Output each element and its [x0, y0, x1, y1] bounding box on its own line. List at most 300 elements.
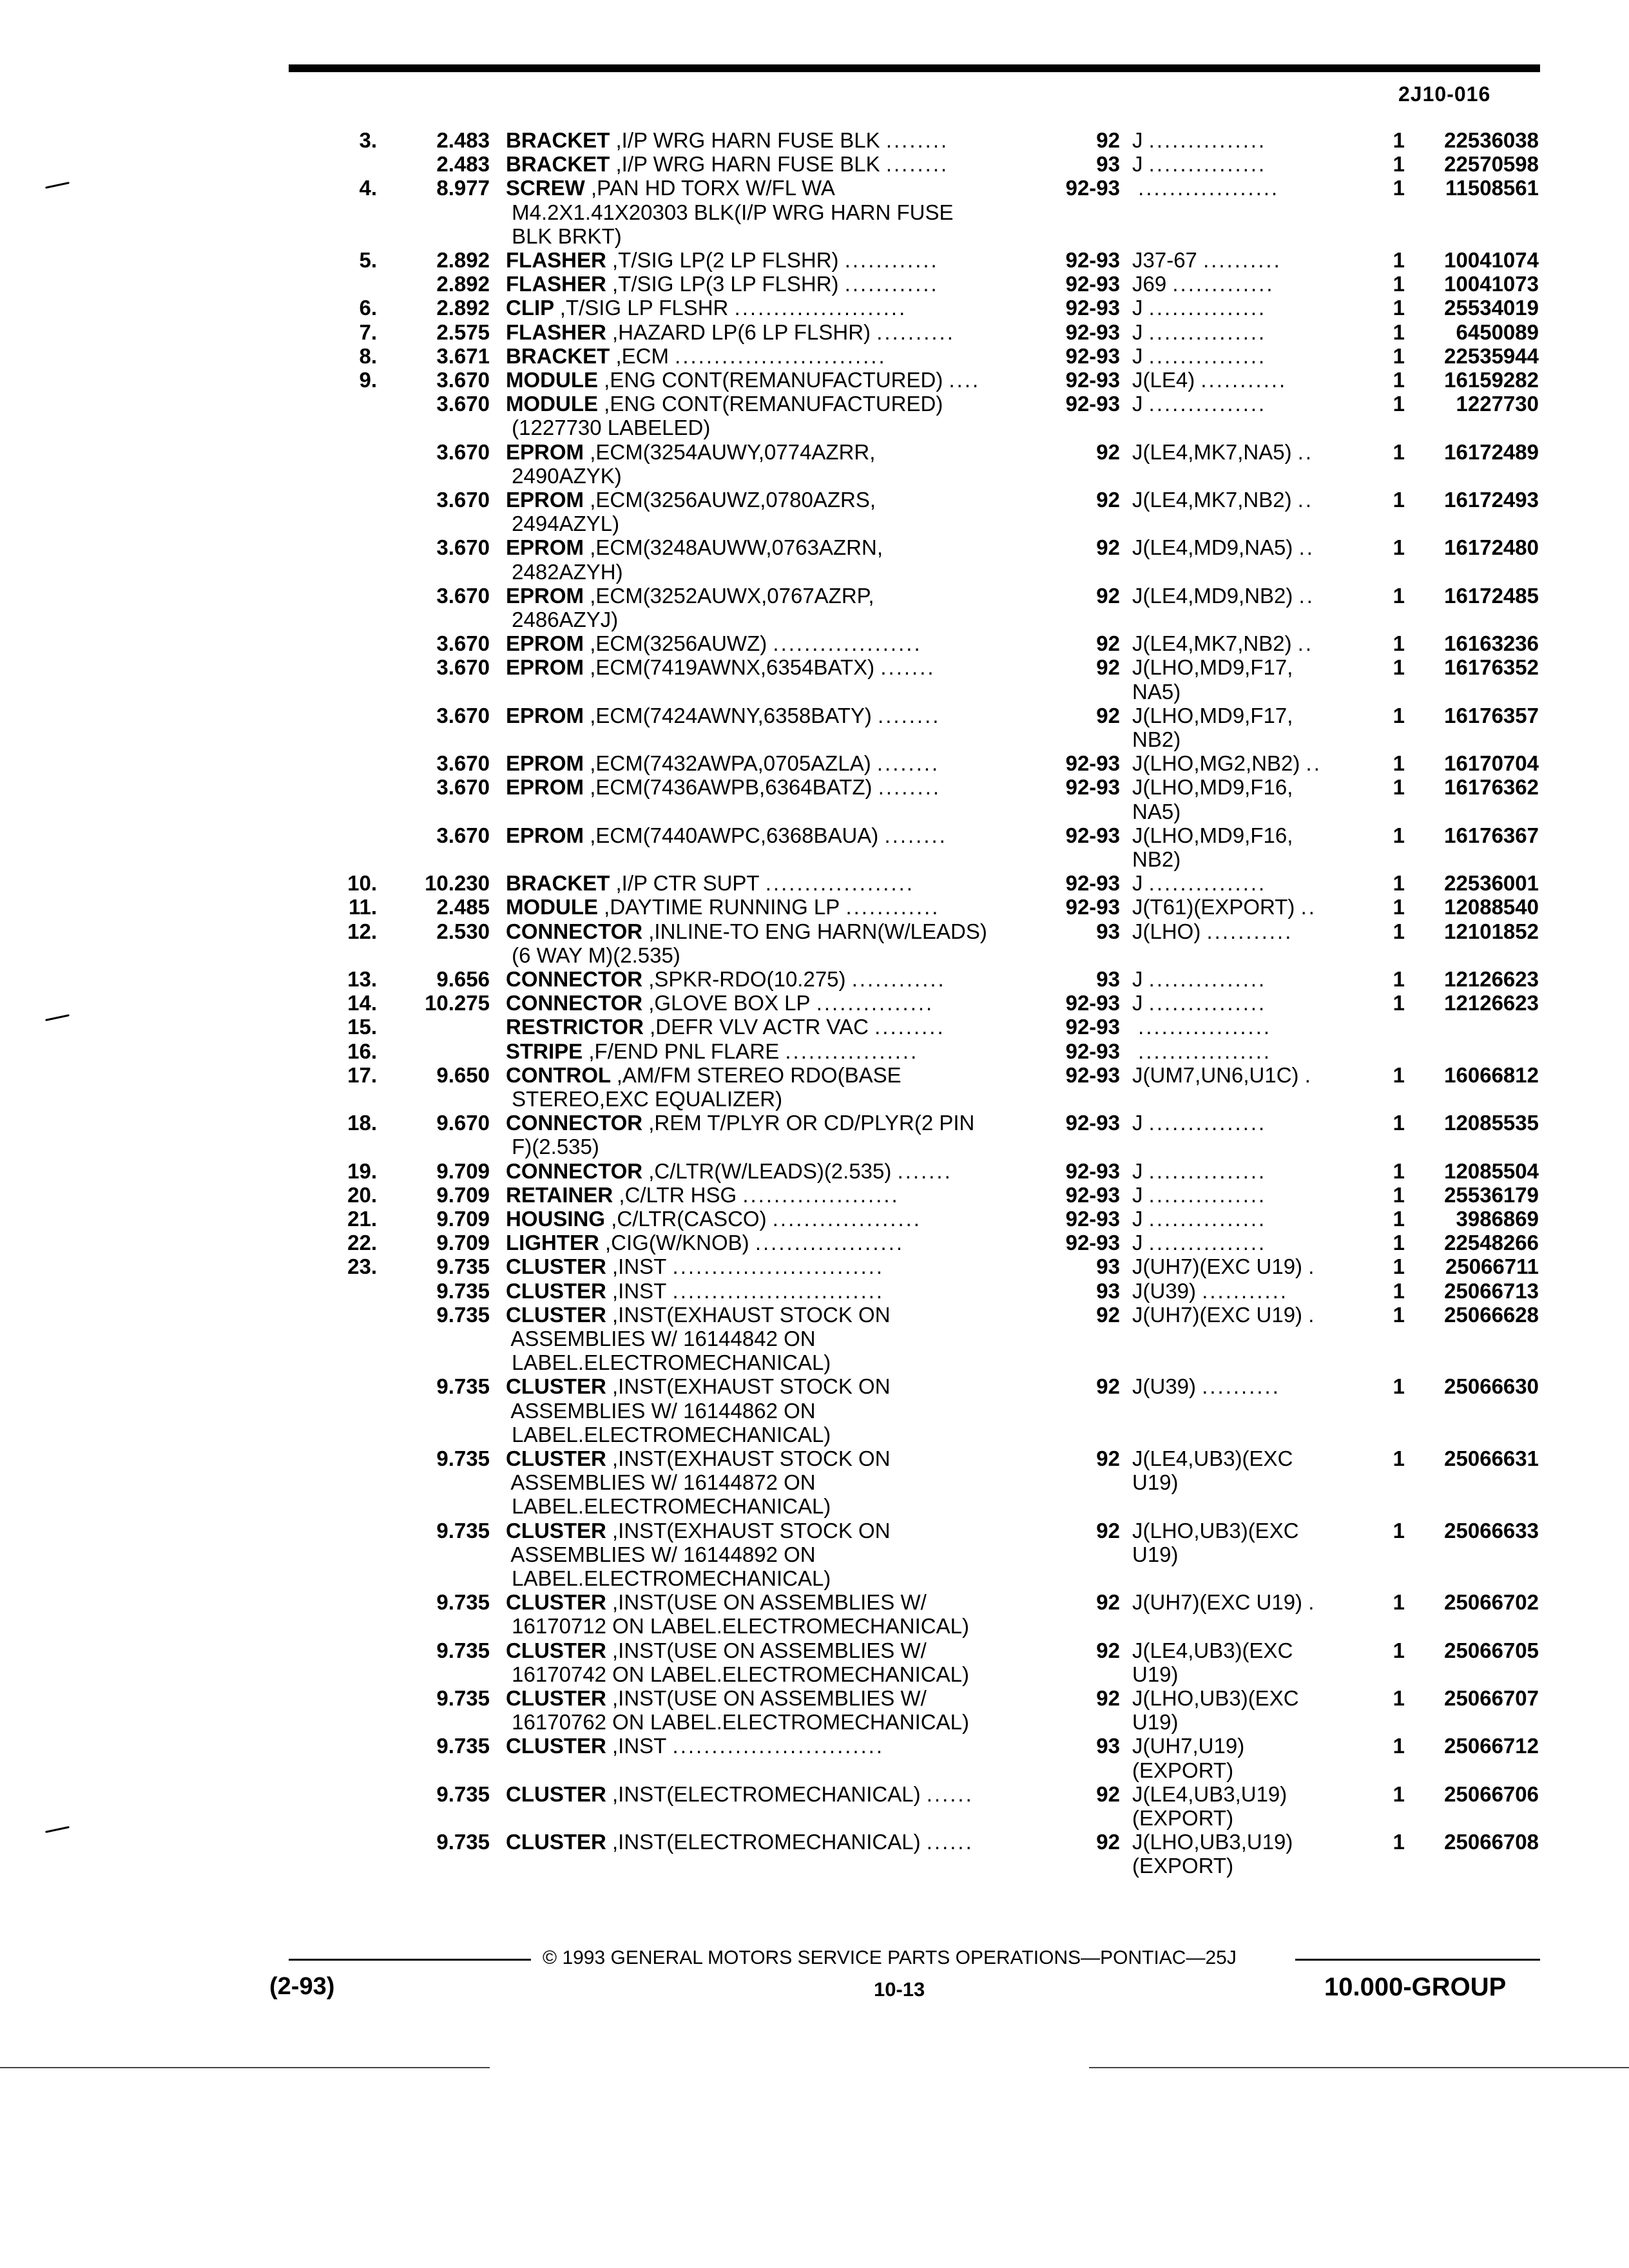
part-description: 16170762 ON LABEL.ELECTROMECHANICAL) [512, 1711, 969, 1735]
series-value: J [1132, 1159, 1143, 1183]
part-name: EPROM [506, 823, 584, 847]
leader-dots: ............... [1148, 872, 1267, 896]
part-name: SCREW [506, 177, 585, 200]
part-name: CLUSTER [506, 1519, 606, 1542]
part-number: 12085504 [1444, 1158, 1539, 1183]
part-description: ,INST(EXHAUST STOCK ON [612, 1447, 891, 1470]
part-number: 12085535 [1444, 1111, 1539, 1135]
description [506, 1519, 1034, 1542]
part-description: ,ENG CONT(REMANUFACTURED) [604, 392, 943, 416]
description [506, 704, 1034, 727]
ref-number: 21. [347, 1207, 377, 1231]
part-description: ,T/SIG LP(2 LP FLSHR) [612, 249, 839, 272]
quantity: 1 [1393, 176, 1405, 200]
series [1132, 1207, 1351, 1231]
part-name: FLASHER [506, 273, 606, 296]
part-description: ,INST(ELECTROMECHANICAL) [612, 1782, 921, 1806]
description [506, 992, 1034, 1015]
part-name: MODULE [506, 369, 598, 392]
series-value: J [1132, 1231, 1143, 1255]
group-number: 3.670 [436, 751, 490, 776]
footer-group: 10.000-GROUP [1324, 1973, 1507, 2001]
series [1132, 488, 1351, 512]
part-name: CLUSTER [506, 1639, 606, 1662]
model-year: 92 [1096, 1590, 1120, 1615]
part-name: EPROM [506, 632, 584, 656]
quantity: 1 [1393, 535, 1405, 560]
group-number: 9.735 [436, 1734, 490, 1758]
model-year: 92 [1096, 631, 1120, 656]
part-row [0, 632, 1629, 655]
part-number: 16172489 [1444, 439, 1539, 464]
group-number: 9.735 [436, 1278, 490, 1303]
leader-dots: .......... [1202, 1375, 1280, 1399]
model-year: 92-93 [1065, 272, 1120, 296]
description [506, 776, 1034, 799]
part-name: CLUSTER [506, 1782, 606, 1806]
part-number: 25066713 [1444, 1278, 1539, 1303]
part-row [0, 944, 1629, 967]
description [506, 848, 1034, 871]
group-number: 9.735 [436, 1590, 490, 1615]
model-year: 92-93 [1065, 392, 1120, 416]
description [506, 1375, 1034, 1398]
series [1132, 345, 1351, 368]
part-row [0, 680, 1629, 704]
part-row [0, 1615, 1629, 1638]
quantity: 1 [1393, 1254, 1405, 1279]
series-value: J(LHO,MG2,NB2) [1132, 752, 1300, 776]
description [506, 872, 1034, 895]
model-year: 92-93 [1065, 775, 1120, 800]
part-row [0, 1543, 1629, 1566]
part-row [0, 512, 1629, 535]
model-year: 92 [1096, 1638, 1120, 1662]
leader-dots: .... [949, 369, 981, 392]
description [506, 1783, 1034, 1806]
part-row [0, 1303, 1629, 1327]
leader-dots: ........ [885, 153, 949, 177]
group-number: 9.709 [436, 1207, 490, 1231]
leader-dots: ................... [772, 1207, 921, 1231]
part-number: 16176367 [1444, 823, 1539, 847]
model-year: 92 [1096, 439, 1120, 464]
description [506, 1111, 1034, 1135]
part-description: ,T/SIG LP FLSHR [559, 296, 729, 320]
model-year: 92-93 [1065, 248, 1120, 272]
part-description: ,ECM(3256AUWZ) [590, 632, 767, 656]
description [506, 321, 1034, 344]
leader-dots: ...... [926, 1782, 974, 1806]
part-row [0, 656, 1629, 679]
series [1132, 296, 1351, 320]
part-description: LABEL.ELECTROMECHANICAL) [512, 1423, 831, 1446]
leader-dots: ............... [1148, 1207, 1267, 1231]
description [506, 728, 1034, 751]
series-value: NB2) [1132, 848, 1181, 871]
series-value: J(UH7,U19) [1132, 1735, 1245, 1758]
model-year: 92 [1096, 655, 1120, 680]
quantity: 1 [1393, 1158, 1405, 1183]
part-number: 12101852 [1444, 919, 1539, 943]
ref-number: 12. [347, 919, 377, 943]
quantity: 1 [1393, 368, 1405, 392]
part-name: CLUSTER [506, 1255, 606, 1279]
part-description: ,ECM(3254AUWY,0774AZRR, [590, 440, 876, 464]
part-number: 3986869 [1456, 1207, 1539, 1231]
part-number: 25066631 [1444, 1446, 1539, 1470]
quantity: 1 [1393, 392, 1405, 416]
quantity: 1 [1393, 343, 1405, 368]
series [1132, 1735, 1351, 1758]
group-number: 3.670 [436, 775, 490, 800]
model-year: 92-93 [1065, 1111, 1120, 1135]
description [506, 1447, 1034, 1470]
part-name: BRACKET [506, 344, 610, 368]
part-name: CONNECTOR [506, 968, 643, 991]
series [1132, 441, 1351, 464]
part-number: 22570598 [1444, 152, 1539, 177]
series [1132, 824, 1351, 847]
group-number: 2.892 [436, 248, 490, 272]
quantity: 1 [1393, 967, 1405, 991]
model-year: 92-93 [1065, 176, 1120, 200]
part-row [0, 1663, 1629, 1686]
ref-number: 8. [359, 343, 377, 368]
part-description: ,PAN HD TORX W/FL WA [591, 177, 835, 200]
series [1132, 632, 1351, 655]
part-name: CLUSTER [506, 1303, 606, 1327]
part-name: RETAINER [506, 1183, 613, 1207]
description [506, 944, 1034, 967]
series [1132, 968, 1351, 991]
group-number: 10.230 [425, 871, 490, 896]
part-number: 16159282 [1444, 368, 1539, 392]
part-row [0, 1015, 1629, 1039]
part-number: 25066707 [1444, 1686, 1539, 1710]
ref-number: 10. [347, 871, 377, 896]
description [506, 920, 1034, 943]
model-year: 93 [1096, 1254, 1120, 1279]
part-number: 16172493 [1444, 488, 1539, 512]
leader-dots: ............ [844, 273, 939, 296]
series [1132, 896, 1351, 919]
part-row [0, 1639, 1629, 1662]
part-name: CONNECTOR [506, 992, 643, 1015]
part-row [0, 1687, 1629, 1710]
part-row [0, 1807, 1629, 1830]
part-name: FLASHER [506, 320, 606, 344]
part-row [0, 1184, 1629, 1207]
description [506, 536, 1034, 559]
leader-dots: ........... [1200, 369, 1287, 392]
quantity: 1 [1393, 488, 1405, 512]
leader-dots: ......... [874, 1015, 945, 1039]
part-row [0, 1735, 1629, 1758]
part-row [0, 416, 1629, 439]
description [506, 896, 1034, 919]
model-year: 93 [1096, 152, 1120, 177]
part-name: MODULE [506, 896, 598, 919]
part-description: ,I/P WRG HARN FUSE BLK [615, 153, 880, 177]
part-description: ,DAYTIME RUNNING LP [604, 896, 840, 919]
description [506, 1255, 1034, 1278]
series [1132, 1423, 1351, 1446]
part-number: 22536038 [1444, 128, 1539, 152]
ref-number: 4. [359, 176, 377, 200]
description [506, 1351, 1034, 1374]
leader-dots: ...................... [734, 296, 907, 320]
part-number: 1227730 [1456, 392, 1539, 416]
top-rule [289, 64, 1540, 72]
quantity: 1 [1393, 895, 1405, 919]
series-value: J [1132, 1207, 1143, 1231]
part-description: ,INST [612, 1279, 667, 1303]
ref-number: 6. [359, 296, 377, 320]
quantity: 1 [1393, 296, 1405, 320]
quantity: 1 [1393, 1207, 1405, 1231]
quantity: 1 [1393, 1182, 1405, 1207]
part-row [0, 392, 1629, 416]
group-number: 9.650 [436, 1062, 490, 1087]
part-description: ,I/P WRG HARN FUSE BLK [615, 129, 880, 152]
part-row [0, 1375, 1629, 1398]
part-row [0, 824, 1629, 847]
part-name: FLASHER [506, 249, 606, 272]
leader-dots: ............... [1148, 129, 1267, 152]
series-value: J(UH7)(EXC U19) [1132, 1255, 1303, 1279]
part-name: CONNECTOR [506, 919, 643, 943]
part-description: (6 WAY M)(2.535) [512, 943, 680, 967]
series [1132, 680, 1351, 704]
quantity: 1 [1393, 1638, 1405, 1662]
series-value: J(LHO,UB3)(EXC [1132, 1519, 1299, 1542]
quantity: 1 [1393, 1278, 1405, 1303]
series [1132, 1135, 1351, 1158]
ref-number: 17. [347, 1062, 377, 1087]
series [1132, 1495, 1351, 1518]
group-number: 9.735 [436, 1518, 490, 1542]
leader-dots: ............... [1148, 296, 1267, 320]
description [506, 296, 1034, 320]
group-number: 3.670 [436, 488, 490, 512]
part-name: CONNECTOR [506, 1159, 643, 1183]
part-description: LABEL.ELECTROMECHANICAL) [512, 1567, 831, 1590]
series-value: (EXPORT) [1132, 1758, 1234, 1782]
leader-dots: ................... [773, 632, 922, 656]
series [1132, 1064, 1351, 1087]
part-number: 25066633 [1444, 1518, 1539, 1542]
part-row [0, 1447, 1629, 1470]
ref-number: 7. [359, 320, 377, 344]
series-value: J37-67 [1132, 249, 1197, 272]
part-row [0, 225, 1629, 248]
model-year: 92 [1096, 1446, 1120, 1470]
group-number: 3.670 [436, 655, 490, 680]
leader-dots: ........................... [672, 1279, 885, 1303]
model-year: 92-93 [1065, 1207, 1120, 1231]
part-number: 16170704 [1444, 751, 1539, 776]
series-value: J(LHO,UB3)(EXC [1132, 1687, 1299, 1710]
part-row [0, 848, 1629, 871]
quantity: 1 [1393, 1518, 1405, 1542]
series [1132, 1567, 1351, 1590]
part-row [0, 1423, 1629, 1446]
leader-dots: ........ [884, 823, 947, 847]
group-number: 2.892 [436, 272, 490, 296]
group-number: 2.892 [436, 296, 490, 320]
part-number: 25066711 [1445, 1254, 1539, 1279]
part-number: 16163236 [1444, 631, 1539, 656]
part-name: BRACKET [506, 153, 610, 177]
leader-dots: ............... [816, 992, 934, 1015]
description [506, 225, 1034, 248]
group-number: 9.735 [436, 1782, 490, 1806]
series-value: J(LE4,MK7,NA5) [1132, 440, 1292, 464]
leader-dots: ............ [851, 968, 946, 991]
model-year: 92-93 [1065, 1015, 1120, 1039]
series-value: U19) [1132, 1662, 1179, 1686]
ref-number: 3. [359, 128, 377, 152]
part-row [0, 1088, 1629, 1111]
footer-rule-right [1295, 1959, 1540, 1961]
series-value: J(LE4,MD9,NB2) [1132, 584, 1293, 608]
leader-dots: ........ [885, 129, 949, 152]
series [1132, 273, 1351, 296]
part-number: 25066706 [1444, 1782, 1539, 1806]
part-number: 10041074 [1444, 248, 1539, 272]
model-year: 92-93 [1065, 320, 1120, 344]
leader-dots: ............... [1148, 344, 1267, 368]
model-year: 92-93 [1065, 1062, 1120, 1087]
series [1132, 416, 1351, 439]
series [1132, 1088, 1351, 1111]
part-row [0, 920, 1629, 943]
description [506, 1543, 1034, 1566]
part-description: LABEL.ELECTROMECHANICAL) [512, 1351, 831, 1375]
part-description: ,INLINE-TO ENG HARN(W/LEADS) [648, 919, 987, 943]
part-row [0, 369, 1629, 392]
leader-dots: .. [1297, 632, 1314, 656]
part-row [0, 153, 1629, 176]
part-description: ,CIG(W/KNOB) [605, 1231, 749, 1255]
part-row [0, 1471, 1629, 1494]
leader-dots: ............... [1148, 1231, 1267, 1255]
part-row [0, 1040, 1629, 1063]
model-year: 92 [1096, 703, 1120, 727]
model-year: 92 [1096, 1782, 1120, 1806]
description [506, 1423, 1034, 1446]
leader-dots: ............... [1148, 392, 1267, 416]
leader-dots: ................... [755, 1231, 905, 1255]
part-row [0, 321, 1629, 344]
part-number: 25066630 [1444, 1374, 1539, 1399]
series [1132, 1519, 1351, 1542]
series-value: U19) [1132, 1471, 1179, 1495]
leader-dots: ........................... [672, 1255, 885, 1279]
leader-dots: ................. [1138, 1039, 1272, 1063]
quantity: 1 [1393, 1734, 1405, 1758]
description [506, 1807, 1034, 1830]
description [506, 1015, 1034, 1039]
part-name: CLUSTER [506, 1735, 606, 1758]
leader-dots: ............ [844, 249, 939, 272]
part-description: ,ECM(7419AWNX,6354BATX) [590, 656, 875, 680]
series [1132, 1184, 1351, 1207]
leader-dots: ............ [845, 896, 940, 919]
part-description: ,HAZARD LP(6 LP FLSHR) [612, 320, 871, 344]
series-value: J [1132, 344, 1143, 368]
part-row [0, 1160, 1629, 1183]
group-number: 3.671 [436, 343, 490, 368]
part-number: 11508561 [1445, 176, 1539, 200]
part-description: ,F/END PNL FLARE [588, 1039, 780, 1063]
part-name: CONNECTOR [506, 1111, 643, 1135]
leader-dots: ................. [785, 1039, 919, 1063]
part-row [0, 1519, 1629, 1542]
part-number: 25066712 [1444, 1734, 1539, 1758]
group-number: 10.275 [425, 991, 490, 1015]
model-year: 93 [1096, 919, 1120, 943]
part-description: ,INST(USE ON ASSEMBLIES W/ [612, 1687, 927, 1710]
series [1132, 1591, 1351, 1614]
description [506, 1160, 1034, 1183]
series [1132, 392, 1351, 416]
group-number: 9.709 [436, 1231, 490, 1255]
part-description: ,ECM(3256AUWZ,0780AZRS, [590, 488, 876, 512]
part-row [0, 992, 1629, 1015]
part-row [0, 441, 1629, 464]
part-description: ,ECM(3248AUWW,0763AZRN, [590, 536, 883, 560]
part-row [0, 896, 1629, 919]
series-value: U19) [1132, 1711, 1179, 1735]
series [1132, 1543, 1351, 1566]
part-row [0, 536, 1629, 559]
part-row [0, 608, 1629, 631]
model-year: 92 [1096, 1302, 1120, 1327]
series [1132, 1375, 1351, 1398]
group-number: 3.670 [436, 392, 490, 416]
quantity: 1 [1393, 655, 1405, 680]
part-row [0, 1111, 1629, 1135]
series-value: J [1132, 1183, 1143, 1207]
part-name: STRIPE [506, 1039, 583, 1063]
series-value: (EXPORT) [1132, 1807, 1234, 1830]
series [1132, 1759, 1351, 1782]
part-description: ,INST(EXHAUST STOCK ON [612, 1303, 891, 1327]
footer-page-number: 10-13 [874, 1978, 925, 2001]
series [1132, 656, 1351, 679]
part-name: EPROM [506, 704, 584, 727]
part-number: 25066708 [1444, 1830, 1539, 1854]
leader-dots: . [1308, 1303, 1316, 1327]
quantity: 1 [1393, 152, 1405, 177]
description [506, 1303, 1034, 1327]
model-year: 93 [1096, 1734, 1120, 1758]
part-row [0, 296, 1629, 320]
series [1132, 1615, 1351, 1638]
part-row [0, 201, 1629, 224]
ref-number: 23. [347, 1254, 377, 1279]
leader-dots: ................... [765, 872, 914, 896]
part-name: BRACKET [506, 872, 610, 896]
description [506, 465, 1034, 488]
quantity: 1 [1393, 703, 1405, 727]
series-value: J(LE4,MK7,NB2) [1132, 632, 1292, 656]
description [506, 1207, 1034, 1231]
model-year: 92 [1096, 535, 1120, 560]
series [1132, 800, 1351, 823]
